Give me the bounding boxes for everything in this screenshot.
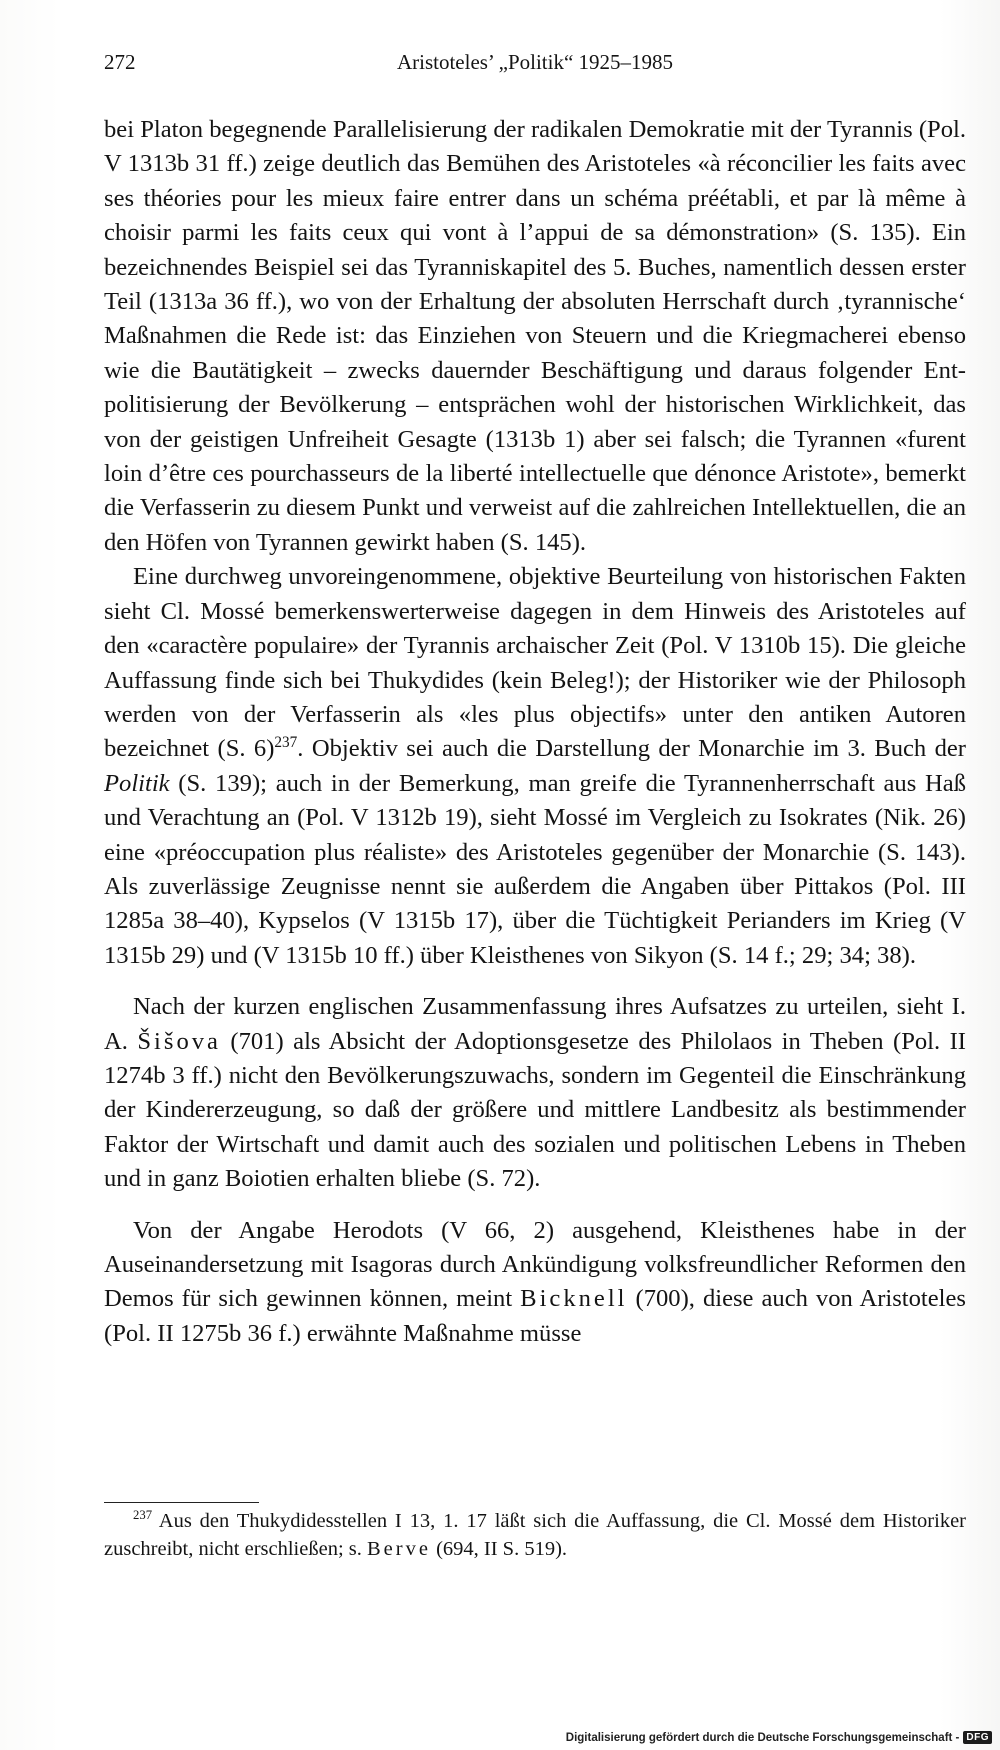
paragraph-4-text-a: Von der Angabe Herodots (V 66, 2) ausgehend, Kleisthenes habe in der Auseinandersetzung mit Isagoras durch Ankündigung volksfreundlicher Reformen den Demos für sich gewinnen können, meint — [104, 1216, 966, 1313]
footnote-number: 237 — [133, 1508, 153, 1523]
paragraph-4-text-b: (700), diese auch von Aristoteles (Pol. II 1275b 36 f.) erwähnte Maßnahme müsse — [104, 1285, 966, 1347]
paragraph-2 — [104, 560, 966, 973]
dfg-logo-icon: DFG — [963, 1731, 992, 1744]
paragraph-3-text-a: Nach der kurzen englischen Zusammenfassung ihres Aufsatzes zu urteilen, sieht I. A. — [104, 993, 966, 1055]
paragraph-1: bei Platon begegnende Parallelisierung der radikalen Demokratie mit der Tyrannis (Pol. V 1313b 31 ff.) zeige deutlich das Bemühen des Aristoteles «à réconcilier les faits avec ses théories pour les mieux faire entrer dans un schéma préétabli, et par là même à choisir parmi les faits ceux qui vont à l’appui de sa démonstration» (S. 135). Ein bezeichnendes Beispiel sei das Tyranniskapitel des 5. Buches, namentlich dessen erster Teil (1313a 36 ff.), wo von der Erhaltung der absoluten Herrschaft durch ‚tyrannische‘ Maßnahmen die Rede ist: das Einziehen von Steuern und die Kriegmacherei ebenso wie die Bautätigkeit – zwecks dauernder Beschäftigung und daraus folgender Entpolitisierung der Bevölkerung – entsprächen wohl der historischen Wirklichkeit, das von der geistigen Unfreiheit Gesagte (1313b 1) aber sei falsch; die Tyrannen «furent loin d’être ces pourchasseurs de la liberté intellectuelle que dénonce Aristote», bemerkt die Verfasserin zu diesem Punkt und verweist auf die zahlreichen Intellektuellen, die an den Höfen von Tyrannen gewirkt haben (S. 145). — [104, 116, 966, 556]
digitization-credit — [566, 1731, 992, 1744]
footnote-text-a: Aus den Thukydidesstellen I 13, 1. 17 läßt sich die Auffassung, die Cl. Mossé dem Historiker zuschreibt, nicht erschließen; s. — [104, 1510, 966, 1560]
paragraph-3 — [104, 990, 966, 1196]
book-title-politik: Politik — [104, 769, 170, 797]
paragraph-2-text-c: (S. 139); auch in der Bemerkung, man greife die Tyrannenherrschaft aus Haß und Verachtung an (Pol. V 1312b 19), sieht Mossé im Vergleich zu Isokrates (Nik. 26) eine «préoccupation plus réaliste» des Aristoteles gegenüber der Monarchie (S. 143). Als zuverlässige Zeugnisse nennt sie außerdem die Angaben über Pittakos (Pol. III 1285a 38–40), Kypselos (V 1315b 17), über die Tüchtigkeit Perianders im Krieg (V 1315b 29) und (V 1315b 10 ff.) über Kleisthenes von Sikyon (S. 14 f.; 29; 34; 38). — [104, 769, 966, 969]
footnote-reference: 237 — [274, 734, 298, 752]
page-header — [104, 50, 966, 82]
footnote — [104, 1507, 966, 1563]
paragraph-2-text-b: . Objektiv sei auch die Darstellung der Monarchie im 3. Buch der — [297, 735, 966, 763]
footnote-text-b: (694, II S. 519). — [430, 1538, 568, 1560]
paragraph-3-text-b: (701) als Absicht der Adoptionsgesetze des Philolaos in Theben (Pol. II 1274b 3 ff.) nicht den Bevölkerungszuwachs, sondern im Gegenteil die Einschränkung der Kindererzeugung, so daß der größere und mittlere Landbesitz als bestimmender Faktor der Wirtschaft und damit auch des sozialen und politischen Lebens in Theben und in ganz Boiotien erhalten bliebe (S. 72). — [104, 1027, 966, 1193]
author-name-berve: Berve — [367, 1538, 431, 1560]
footnote-237 — [104, 1507, 966, 1563]
author-name-bicknell: Bicknell — [520, 1285, 628, 1313]
credit-text: Digitalisierung gefördert durch die Deutsche Forschungsgemeinschaft - — [565, 1731, 960, 1744]
running-title: Aristoteles’ „Politik“ 1925–1985 — [396, 50, 674, 74]
paragraph-4 — [104, 1214, 966, 1352]
paragraph-2-text-a: Eine durchweg unvoreingenommene, objektive Beurteilung von historischen Fakten sieht Cl. Mossé bemerkenswerterweise dagegen in dem Hinweis des Aristoteles auf den «caractère populaire» der Tyrannis archaischer Zeit (Pol. V 1310b 15). Die gleiche Auffassung finde sich bei Thukydides (kein Beleg!); der Historiker wie der Philosoph werden von der Verfasserin als «les plus objectifs» unter den antiken Autoren bezeichnet (S. 6) — [104, 563, 966, 763]
page-number: 272 — [104, 50, 136, 74]
author-name-sisova: Šišova — [137, 1027, 221, 1055]
footnote-divider — [104, 1502, 259, 1503]
body-text — [104, 113, 966, 1351]
